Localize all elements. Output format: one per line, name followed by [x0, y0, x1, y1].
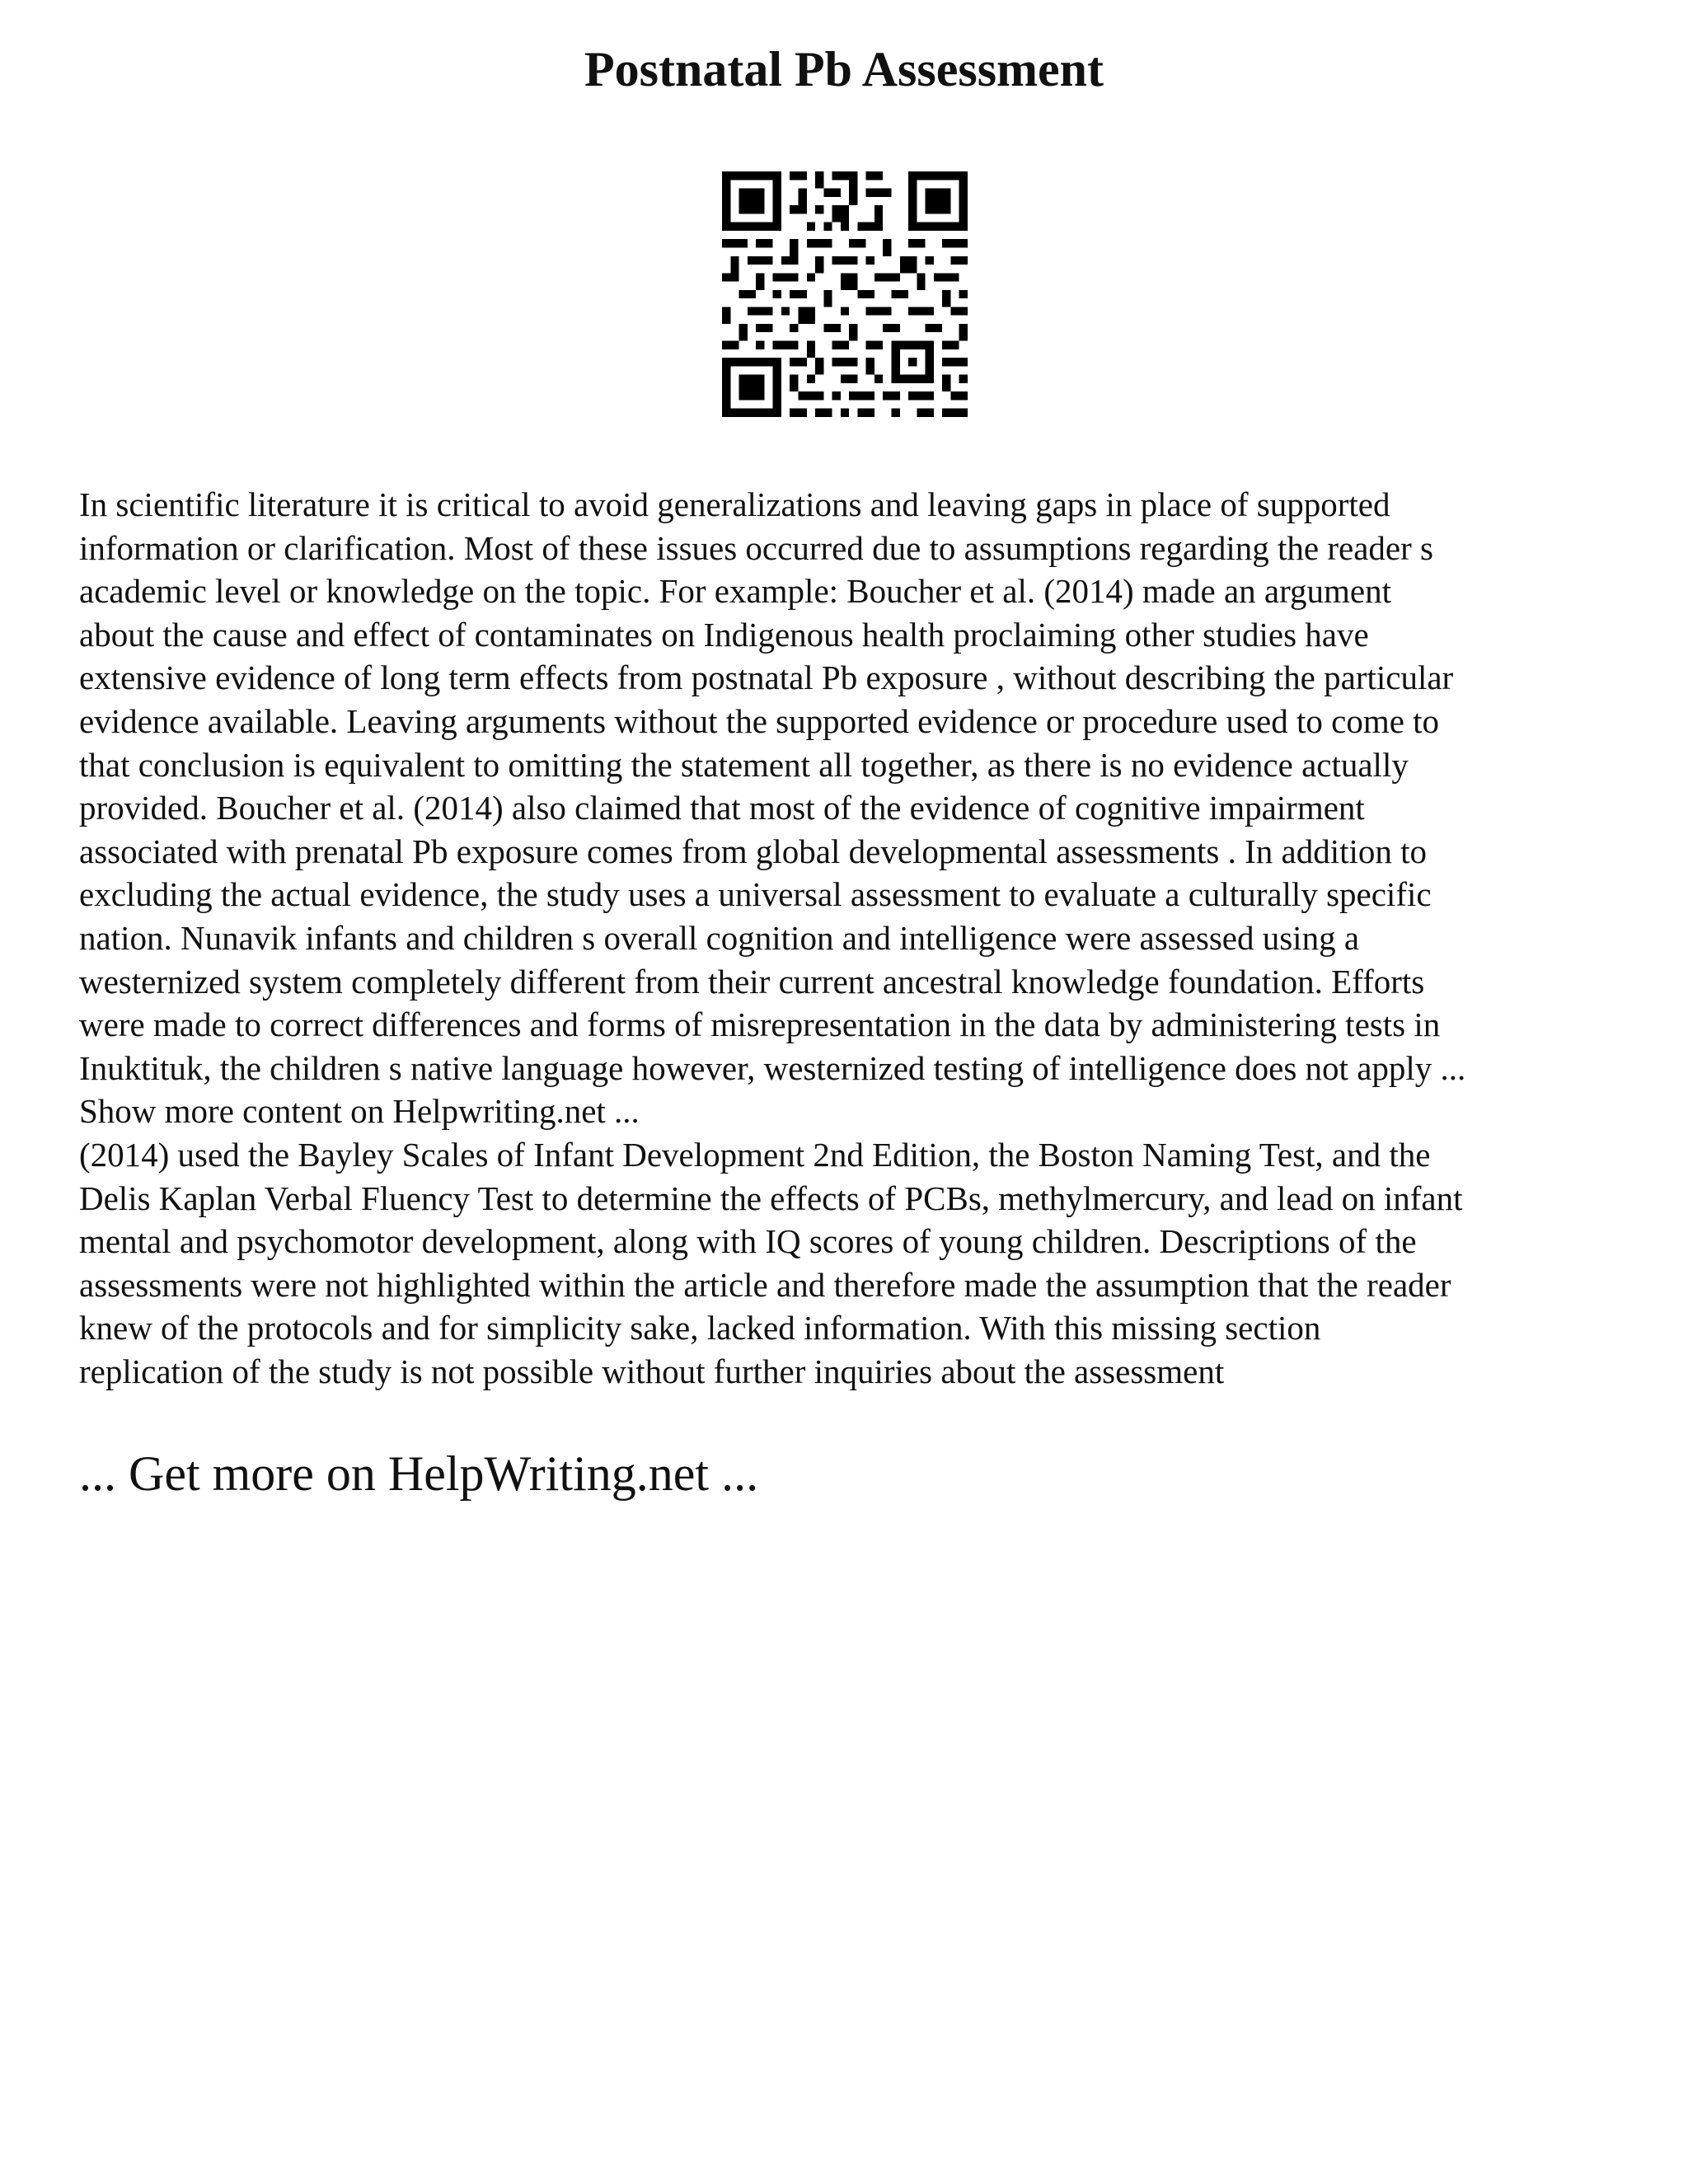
body-line: excluding the actual evidence, the study uses a universal assessment to evaluate a culturally specific: [79, 875, 1432, 914]
article-body: [79, 483, 1629, 1393]
body-line: evidence available. Leaving arguments without the supported evidence or procedure used to come to: [79, 701, 1440, 740]
body-line: mental and psychomotor development, along with IQ scores of young children. Descriptions of the: [79, 1222, 1417, 1261]
body-line: nation. Nunavik infants and children s overall cognition and intelligence were assessed using a: [79, 918, 1360, 957]
get-more-link[interactable]: ... Get more on HelpWriting.net ...: [79, 1446, 759, 1501]
body-line: Inuktituk, the children s native language however, westernized testing of intelligence does not apply ...: [79, 1048, 1466, 1087]
body-line: assessments were not highlighted within the article and therefore made the assumption that the reader: [79, 1265, 1451, 1304]
body-line: information or clarification. Most of these issues occurred due to assumptions regarding the reader s: [79, 528, 1433, 567]
body-line: provided. Boucher et al. (2014) also claimed that most of the evidence of cognitive impairment: [79, 789, 1365, 827]
body-line: were made to correct differences and forms of misrepresentation in the data by administering tests in: [79, 1005, 1441, 1044]
qr-code-icon[interactable]: [722, 171, 968, 417]
body-line: academic level or knowledge on the topic. For example: Boucher et al. (2014) made an argument: [79, 572, 1391, 611]
body-line: Delis Kaplan Verbal Fluency Test to determine the effects of PCBs, methylmercury, and lead on infant: [79, 1179, 1463, 1217]
body-line: replication of the study is not possible without further inquiries about the assessment: [79, 1352, 1225, 1390]
page-title: Postnatal Pb Assessment: [584, 42, 1104, 96]
qr-code-graphic: [722, 171, 968, 417]
body-line: extensive evidence of long term effects from postnatal Pb exposure , without describing the particular: [79, 658, 1454, 697]
show-more-link[interactable]: Show more content on Helpwriting.net ...: [79, 1092, 640, 1131]
body-line: that conclusion is equivalent to omitting the statement all together, as there is no evidence actually: [79, 745, 1409, 784]
body-line: In scientific literature it is critical to avoid generalizations and leaving gaps in place of supported: [79, 485, 1390, 523]
body-line: knew of the protocols and for simplicity sake, lacked information. With this missing section: [79, 1309, 1321, 1347]
body-line: westernized system completely different from their current ancestral knowledge foundation. Efforts: [79, 962, 1425, 1001]
body-line: (2014) used the Bayley Scales of Infant Development 2nd Edition, the Boston Naming Test, and the: [79, 1135, 1431, 1174]
body-line: associated with prenatal Pb exposure comes from global developmental assessments . In addition to: [79, 832, 1428, 870]
body-line: about the cause and effect of contaminates on Indigenous health proclaiming other studies have: [79, 615, 1369, 654]
